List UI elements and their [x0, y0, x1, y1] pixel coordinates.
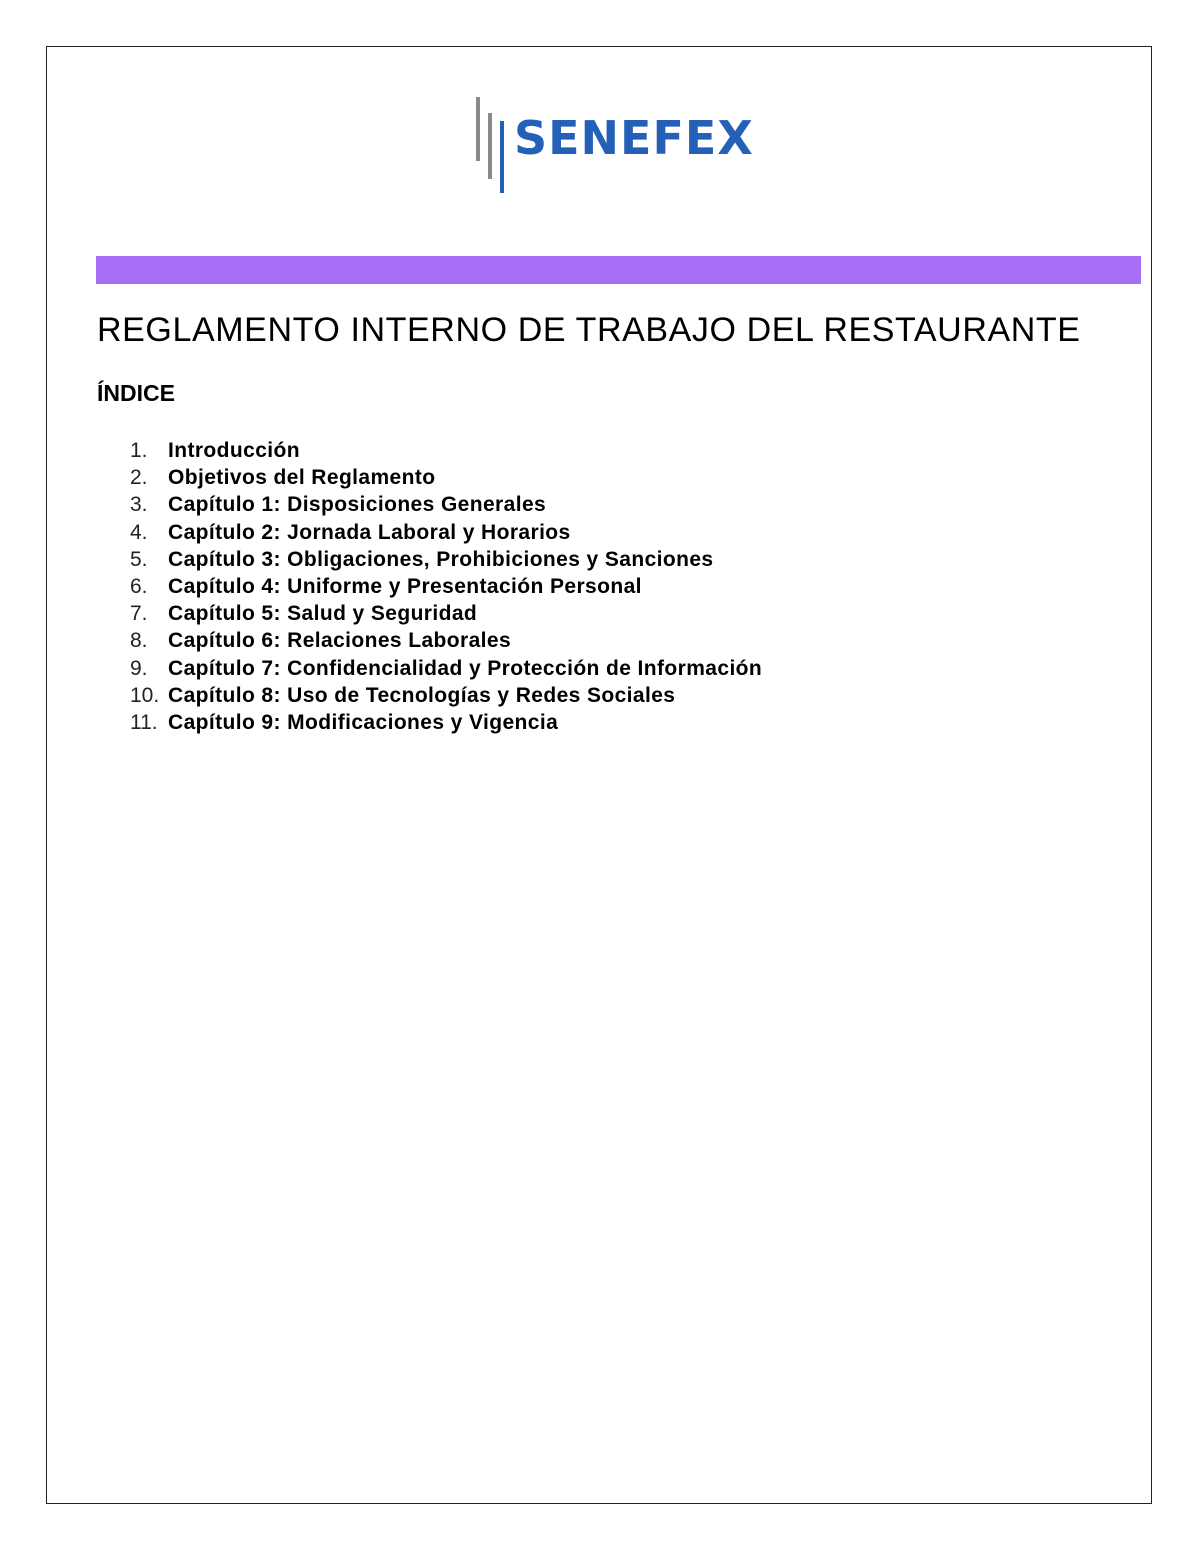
toc-item-label: Introducción — [168, 439, 300, 462]
toc-item-label: Capítulo 9: Modificaciones y Vigencia — [168, 710, 559, 734]
toc-item — [130, 546, 762, 573]
toc-item-number: 3. — [130, 493, 148, 517]
logo-wordmark: SENEFEX — [514, 111, 754, 165]
toc-item-label: Objetivos del Reglamento — [168, 466, 436, 490]
toc-item-label: Capítulo 6: Relaciones Laborales — [168, 629, 512, 653]
toc-item-number: 10. — [130, 683, 160, 707]
toc-item-number: 11. — [130, 710, 158, 734]
toc-item-label: Capítulo 5: Salud y Seguridad — [168, 602, 478, 626]
toc-item-number: 6. — [130, 574, 148, 598]
toc-item — [130, 437, 762, 464]
index-heading: ÍNDICE — [97, 380, 175, 406]
toc-item-number: 9. — [130, 656, 148, 680]
toc-item — [130, 682, 762, 709]
toc-item — [130, 655, 762, 682]
toc-item-label: Capítulo 2: Jornada Laboral y Horarios — [168, 520, 571, 544]
toc-item — [130, 600, 762, 627]
vertical-bars-icon — [470, 95, 514, 195]
toc-item-number: 7. — [130, 602, 148, 626]
toc-item — [130, 519, 762, 546]
company-logo — [470, 95, 770, 195]
toc-item-number: 5. — [130, 547, 148, 571]
toc-item-number: 8. — [130, 629, 148, 653]
document-title: REGLAMENTO INTERNO DE TRABAJO DEL RESTAURANTE — [97, 311, 1081, 349]
toc-item-label: Capítulo 8: Uso de Tecnologías y Redes Sociales — [168, 683, 676, 707]
toc-item-label: Capítulo 1: Disposiciones Generales — [168, 493, 547, 517]
toc-item-label: Capítulo 3: Obligaciones, Prohibiciones y Sanciones — [168, 547, 714, 571]
toc-item-number: 4. — [130, 520, 148, 544]
toc-item — [130, 464, 762, 491]
toc-item-number: 1. — [130, 439, 148, 462]
table-of-contents — [130, 437, 762, 736]
toc-item — [130, 491, 762, 518]
toc-item — [130, 573, 762, 600]
accent-bar — [96, 256, 1141, 284]
toc-item-label: Capítulo 4: Uniforme y Presentación Personal — [168, 574, 642, 598]
toc-item-number: 2. — [130, 466, 148, 490]
toc-item-label: Capítulo 7: Confidencialidad y Protección de Información — [168, 656, 763, 680]
toc-item — [130, 627, 762, 654]
toc-item — [130, 709, 762, 736]
